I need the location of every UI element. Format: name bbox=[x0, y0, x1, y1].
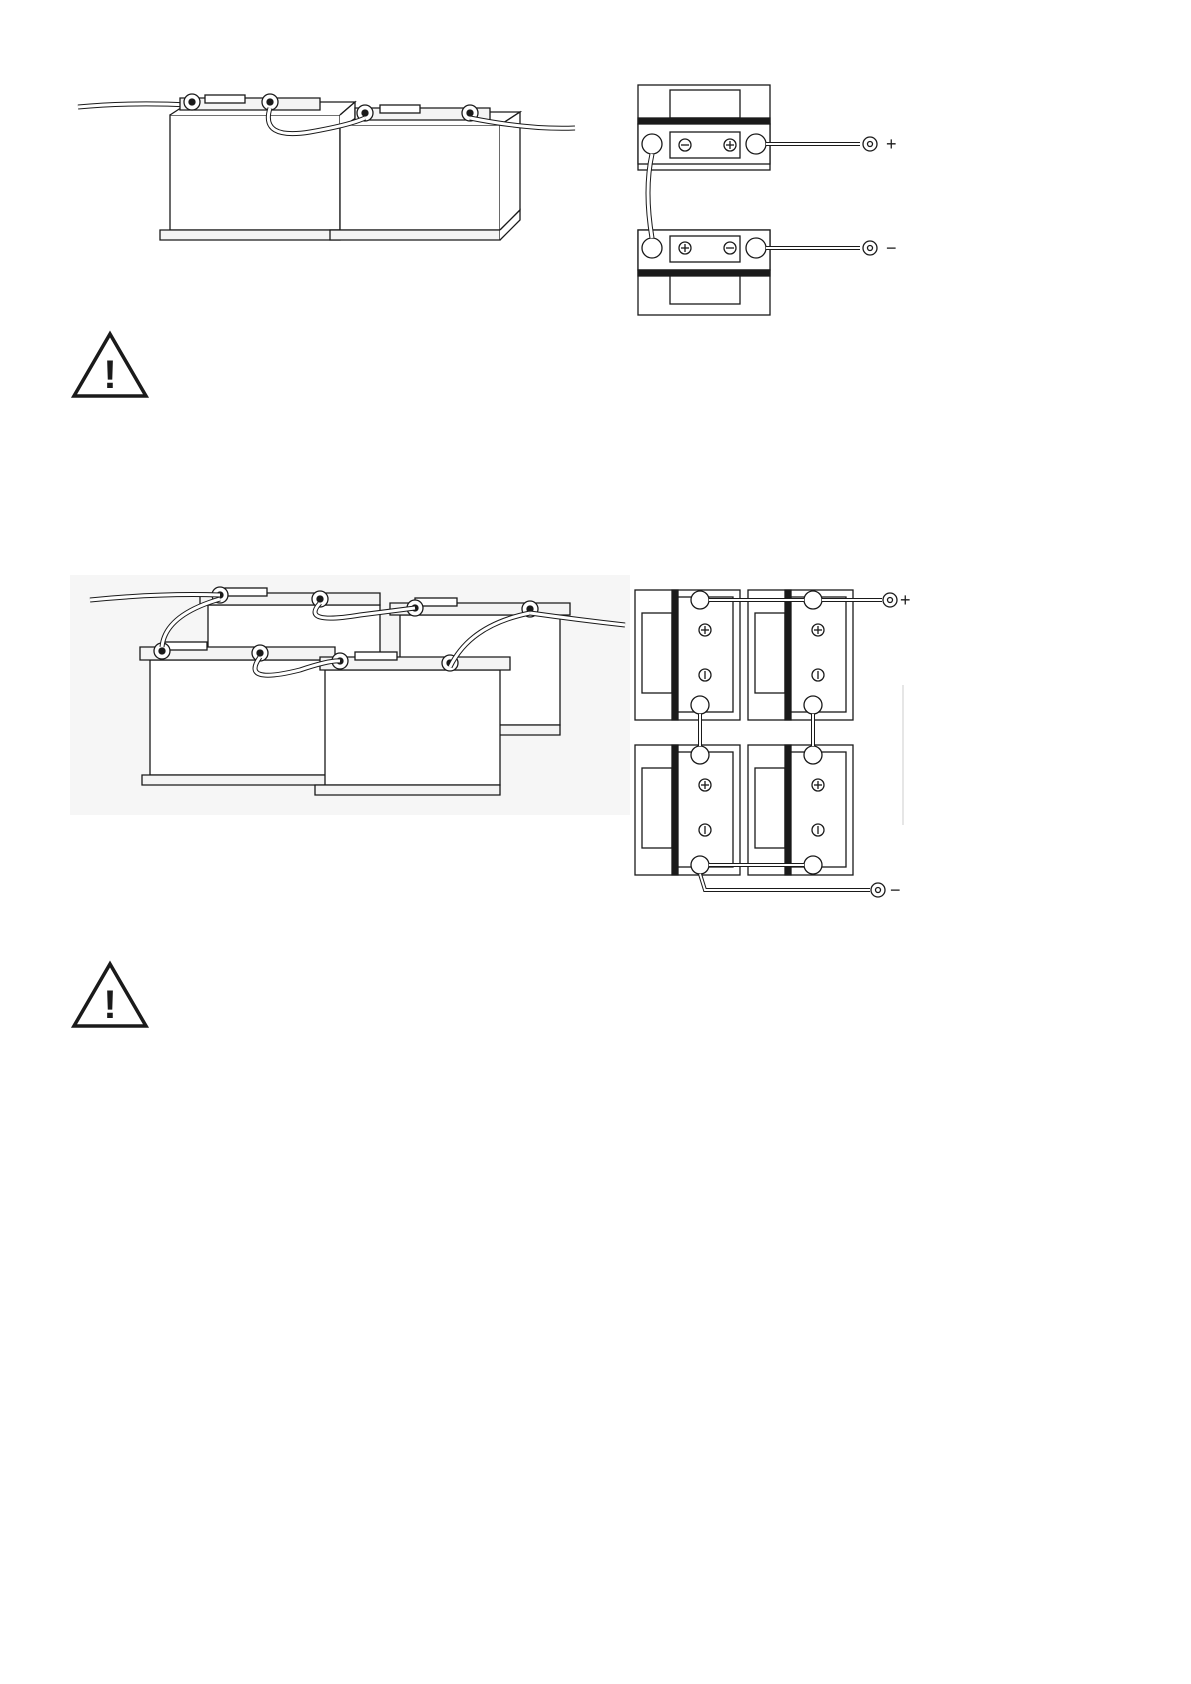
positive-terminal-label: + bbox=[900, 590, 911, 610]
four-battery-series-drawing bbox=[70, 575, 630, 815]
four-battery-series-schematic bbox=[630, 585, 920, 905]
two-battery-series-drawing bbox=[70, 80, 630, 250]
figure-2-illustration bbox=[70, 575, 630, 815]
figure-1-schematic bbox=[630, 80, 920, 320]
warning-exclamation: ! bbox=[103, 983, 117, 1027]
two-battery-series-schematic bbox=[630, 80, 920, 320]
warning-triangle-icon bbox=[70, 960, 150, 1030]
negative-terminal-label: − bbox=[890, 880, 901, 900]
negative-terminal-label: − bbox=[886, 238, 897, 258]
figure-2-schematic bbox=[630, 585, 920, 905]
warning-exclamation: ! bbox=[103, 353, 117, 397]
figure-1-illustration bbox=[70, 80, 630, 250]
warning-triangle-icon bbox=[70, 330, 150, 400]
positive-terminal-label: + bbox=[886, 134, 897, 154]
